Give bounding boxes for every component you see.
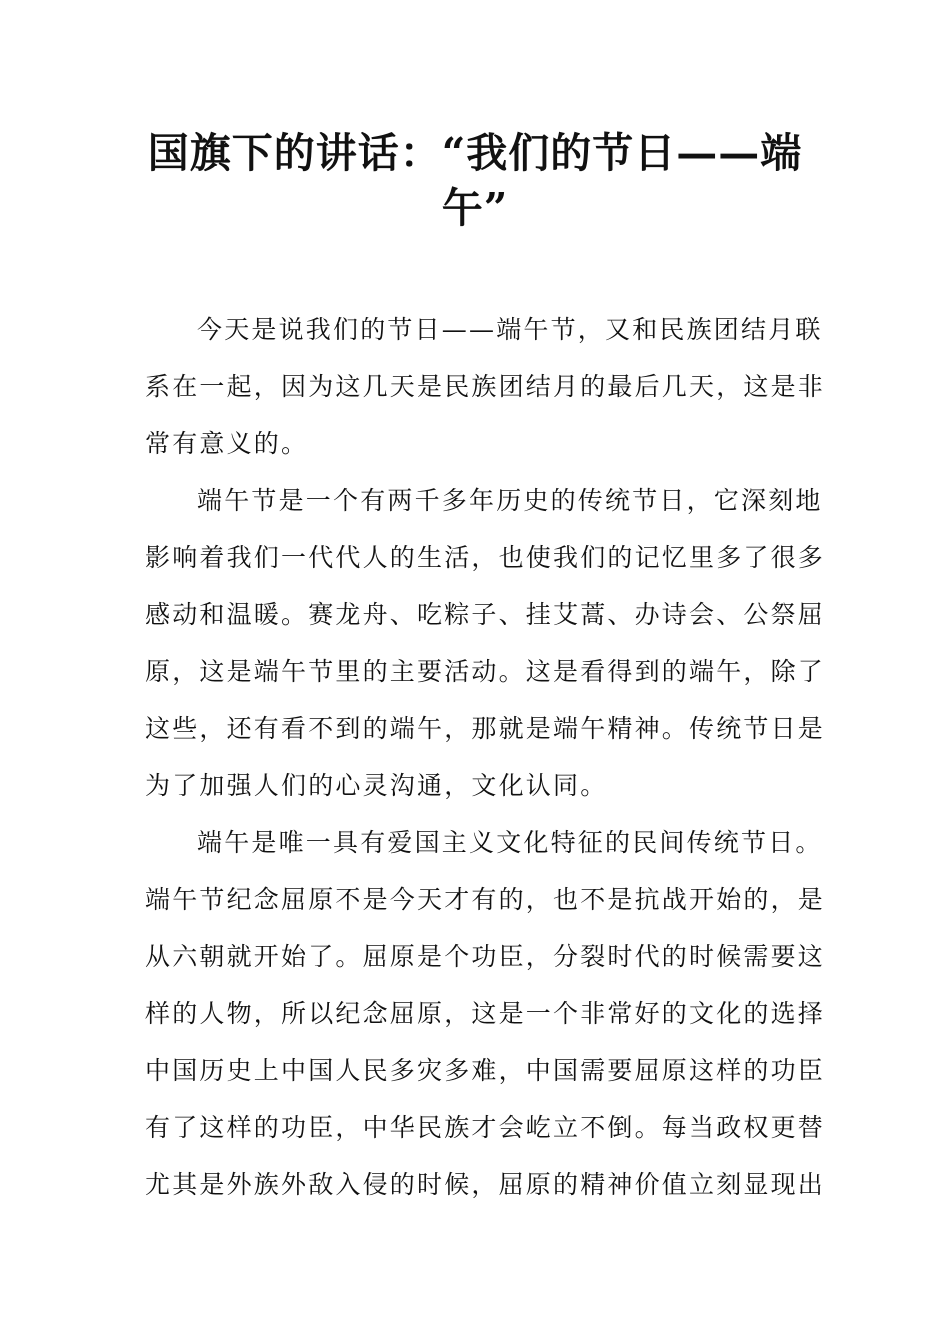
paragraph-1-line-2: 系在一起，因为这几天是民族团结月的最后几天，这是非	[145, 372, 826, 401]
paragraph-2-line-6: 为了加强人们的心灵沟通，文化认同。	[145, 771, 608, 800]
title-line-1: 国旗下的讲话：“我们的节日——端	[147, 129, 803, 177]
title-line-2: 午”	[441, 184, 509, 232]
paragraph-1-line-1: 今天是说我们的节日——端午节，又和民族团结月联	[197, 315, 823, 344]
paragraph-3-line-1: 端午是唯一具有爱国主义文化特征的民间传统节日。	[197, 828, 823, 857]
paragraph-3-line-5: 中国历史上中国人民多灾多难，中国需要屈原这样的功臣	[145, 1056, 826, 1085]
paragraph-3-line-2: 端午节纪念屈原不是今天才有的，也不是抗战开始的，是	[145, 885, 826, 914]
paragraph-3-line-6: 有了这样的功臣，中华民族才会屹立不倒。每当政权更替	[145, 1113, 826, 1142]
paragraph-2-line-5: 这些，还有看不到的端午，那就是端午精神。传统节日是	[145, 714, 826, 743]
paragraph-3-line-7: 尤其是外族外敌入侵的时候，屈原的精神价值立刻显现出	[145, 1170, 826, 1199]
paragraph-3-line-3: 从六朝就开始了。屈原是个功臣，分裂时代的时候需要这	[145, 942, 826, 971]
paragraph-1-line-3: 常有意义的。	[145, 429, 309, 458]
paragraph-3-line-4: 样的人物，所以纪念屈原，这是一个非常好的文化的选择	[145, 999, 826, 1028]
paragraph-2-line-4: 原，这是端午节里的主要活动。这是看得到的端午，除了	[145, 657, 826, 686]
paragraph-2-line-1: 端午节是一个有两千多年历史的传统节日，它深刻地	[197, 486, 823, 515]
paragraph-2-line-2: 影响着我们一代代人的生活，也使我们的记忆里多了很多	[145, 543, 826, 572]
paragraph-2-line-3: 感动和温暖。赛龙舟、吃粽子、挂艾蒿、办诗会、公祭屈	[145, 600, 826, 629]
